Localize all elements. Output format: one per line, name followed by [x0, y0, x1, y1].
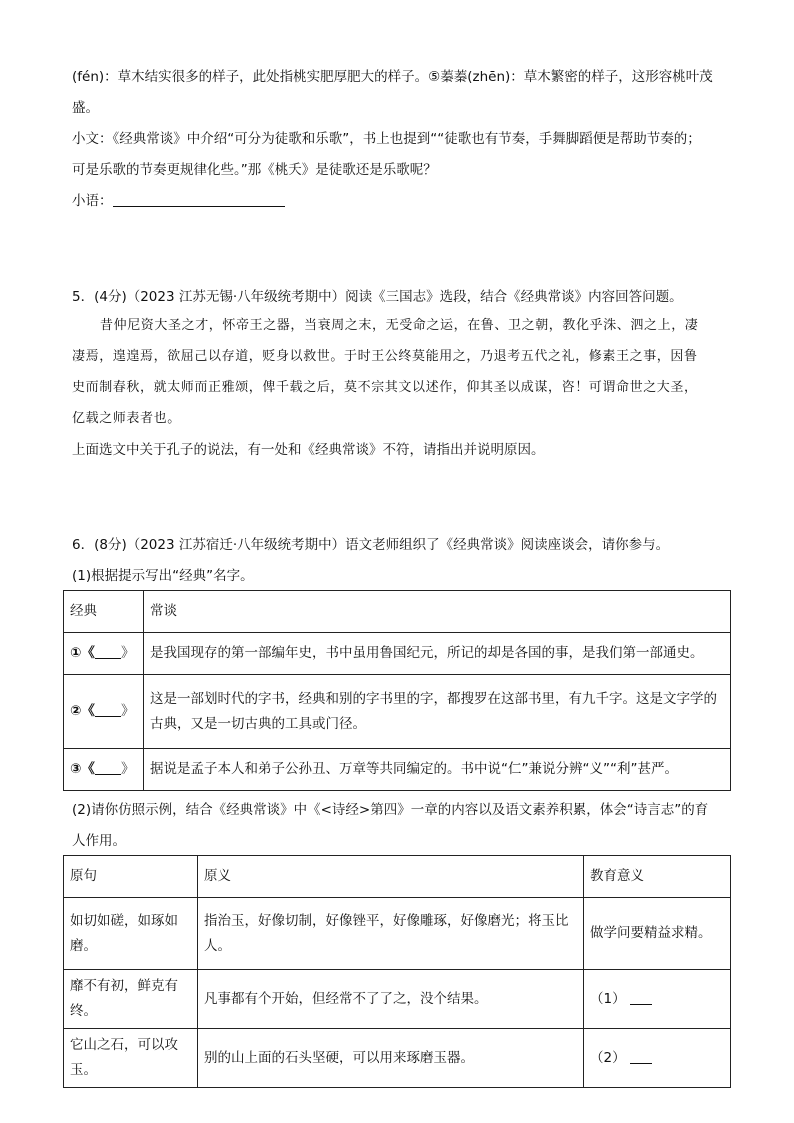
- original-sentence-cell: 如切如磋，如琢如磨。: [64, 898, 198, 970]
- classic-name-cell: ①《 》: [64, 633, 144, 675]
- q6-header: 6．(8分)（2023 江苏宿迁·八年级统考期中）语文老师组织了《经典常谈》阅读座谈会，请你参与。: [72, 537, 670, 553]
- answer-blank[interactable]: [95, 702, 121, 717]
- answer-blank[interactable]: [630, 1049, 652, 1064]
- classics-table: [63, 590, 731, 791]
- q5-passage-line-2: 凄焉，遑遑焉，欲屈己以存道，贬身以救世。于时王公终莫能用之，乃退考五代之礼，修素王之事，因鲁: [72, 349, 698, 364]
- table-row: [64, 898, 731, 970]
- answer-blank[interactable]: [95, 644, 121, 659]
- table-row: [64, 749, 731, 791]
- classic-name-cell: ②《 》: [64, 675, 144, 749]
- header-cell: 常谈: [144, 591, 731, 633]
- header-cell: 经典: [64, 591, 144, 633]
- table-row: [64, 633, 731, 675]
- header-cell: 原义: [198, 856, 584, 898]
- description-cell: 是我国现存的第一部编年史，书中虽用鲁国纪元，所记的却是各国的事，是我们第一部通史。: [144, 633, 731, 675]
- q5-passage-line-3: 史而制春秋，就太师而正雅颂，俾千载之后，莫不宗其文以述作，仰其圣以成谋，咨！可谓命世之大圣，: [72, 380, 698, 395]
- meaning-cell: 指治玉，好像切制，好像锉平，好像雕琢，好像磨光；将玉比人。: [198, 898, 584, 970]
- education-cell: （2）: [584, 1029, 731, 1088]
- q6-sub2-line-2: 人作用。: [72, 833, 126, 849]
- q6-sub1: (1)根据提示写出“经典”名字。: [72, 568, 254, 584]
- meaning-cell: 别的山上面的石头坚硬，可以用来琢磨玉器。: [198, 1029, 584, 1088]
- original-sentence-cell: 它山之石，可以攻玉。: [64, 1029, 198, 1088]
- q5-passage-line-4: 亿载之师表者也。: [72, 411, 181, 426]
- header-cell: 原句: [64, 856, 198, 898]
- xiaoyu-label: 小语：: [72, 193, 113, 209]
- answer-blank[interactable]: [630, 990, 652, 1005]
- original-sentence-cell: 靡不有初，鲜克有终。: [64, 970, 198, 1029]
- table-row: [64, 1029, 731, 1088]
- table-row: [64, 970, 731, 1029]
- xiaoyu-line: [72, 188, 732, 214]
- xiaowen-line-1: 小文：《经典常谈》中介绍“可分为徒歌和乐歌”，书上也提到““徒歌也有节奏，手舞脚蹈便是帮助节奏的；: [72, 131, 701, 147]
- description-cell: 这是一部划时代的字书，经典和别的字书里的字，都搜罗在这部书里，有九千字。这是文字学的古典，又是一切古典的工具或门径。: [144, 675, 731, 749]
- q5-question: 上面选文中关于孔子的说法，有一处和《经典常谈》不符，请指出并说明原因。: [72, 442, 545, 458]
- classic-name-cell: ③《 》: [64, 749, 144, 791]
- poetry-table: [63, 855, 731, 1088]
- q5-header: 5．(4分)（2023 江苏无锡·八年级统考期中）阅读《三国志》选段，结合《经典常谈》内容回答问题。: [72, 289, 683, 305]
- answer-blank[interactable]: [113, 192, 285, 207]
- header-cell: 教育意义: [584, 856, 731, 898]
- q6-sub2-line-1: (2)请你仿照示例，结合《经典常谈》中《<诗经>第四》一章的内容以及语文素养积累，体会“诗言志”的育: [72, 802, 709, 818]
- description-cell: 据说是孟子本人和弟子公孙丑、万章等共同编定的。书中说“仁”兼说分辨“义”“利”甚严。: [144, 749, 731, 791]
- table-header-row: [64, 591, 731, 633]
- q5-passage-line-1: 昔仲尼资大圣之才，怀帝王之器，当衰周之末，无受命之运，在鲁、卫之朝，教化乎洙、泗之上，凄: [100, 318, 699, 333]
- xiaowen-line-2: 可是乐歌的节奏更规律化些。”那《桃夭》是徒歌还是乐歌呢？: [72, 162, 437, 178]
- education-cell: （1）: [584, 970, 731, 1029]
- education-cell: 做学问要精益求精。: [584, 898, 731, 970]
- note-line-1: (fén)：草木结实很多的样子，此处指桃实肥厚肥大的样子。⑤蓁蓁(zhēn)：草木繁密的样子，这形容桃叶茂: [72, 69, 713, 85]
- table-header-row: [64, 856, 731, 898]
- table-row: [64, 675, 731, 749]
- note-line-2: 盛。: [72, 100, 99, 116]
- meaning-cell: 凡事都有个开始，但经常不了了之，没个结果。: [198, 970, 584, 1029]
- answer-blank[interactable]: [95, 760, 121, 775]
